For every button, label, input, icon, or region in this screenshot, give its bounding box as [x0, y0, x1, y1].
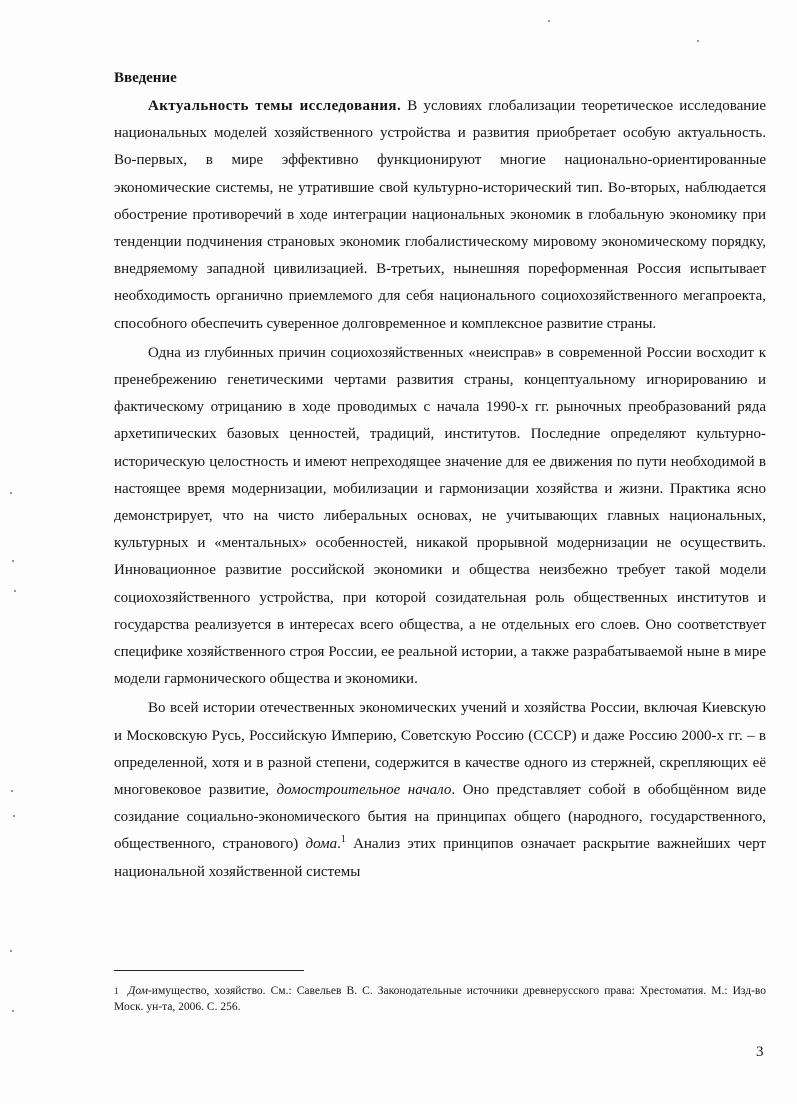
body-text: [114, 93, 766, 888]
emphasis-term: домостроительное начало: [276, 782, 452, 799]
paragraph-causes: [114, 340, 766, 694]
page-number: 3: [756, 1044, 764, 1060]
paragraph-text-before: Во всей истории отечественных экономических учений и хозяйства России, включая Киевскую и Московскую Русь, Российскую Империю, Советскую Россию (СССР) и даже Россию 2000-х гг. – в определенной, хотя и в разной степени, содержится в качестве одного из стержней, скрепляющих её многовековое развитие,: [114, 700, 766, 799]
footnote-term: Дом: [128, 985, 148, 997]
paragraph-text: В условиях глобализации теоретическое исследование национальных моделей хозяйственного устройства и развития приобретает особую актуальность. Во-первых, в мире эффективно функционируют многие национально-ориентированные экономические системы, не утратившие свой культурно-исторический тип. Во-вторых, наблюдается обострение противоречий в ходе интеграции национальных экономик в глобальную экономику при тенденции подчинения страновых экономик глобалистическому мировому экономическому порядку, внедряемому западной цивилизацией. В-третьих, нынешняя пореформенная Россия испытывает необходимость органично приемлемого для себя национального социохозяйственного мегапроекта, способного обеспечить суверенное долговременное и комплексное развитие страны.: [114, 98, 766, 332]
scan-speck: [11, 790, 13, 792]
paragraph-relevance: [114, 93, 766, 338]
paragraph-lead: Актуальность темы исследования.: [148, 98, 402, 114]
paragraph-text: Одна из глубинных причин социохозяйственных «неисправ» в современной России восходит к пренебрежению генетическими чертами развития страны, концептуальному игнорированию и фактическому отрицанию в ходе проводимых с начала 1990-х гг. рыночных преобразований ряда архетипических базовых ценностей, традиций, институтов. Последние определяют культурно-историческую целостность и имеют непреходящее значение для ее движения по пути необходимой в настоящее время модернизации, мобилизации и гармонизации хозяйства и жизни. Практика ясно демонстрирует, что на чисто либеральных основах, не учитывающих главных национальных, культурных и «ментальных» особенностей, никакой прорывной модернизации не осуществить. Инновационное развитие российской экономики и общества неизбежно требует такой модели социохозяйственного устройства, при которой созидательная роль общественных институтов и государства реализуется в интересах всего общества, а не отдельных его слоев. Оно соответствует специфике хозяйственного строя России, ее реальной истории, а также разрабатываемой ныне в мире модели гармонического общества и экономики.: [114, 344, 766, 688]
scan-speck: [10, 950, 12, 952]
footnote: [114, 983, 766, 1015]
footnote-divider: [114, 970, 304, 971]
paragraph-text-middle: . Оно представляет собой в обобщённом виде созидание социально-экономического бытия на принципах общего (народного, государственного, общественного, странового): [114, 782, 766, 853]
scan-speck: [548, 20, 550, 22]
scan-speck: [13, 815, 15, 817]
footnote-reference[interactable]: 1: [340, 834, 346, 846]
paragraph-text-after: Анализ этих принципов означает раскрытие важнейших черт национальной хозяйственной системы: [114, 836, 766, 880]
scan-speck: [10, 492, 12, 494]
scan-speck: [14, 590, 16, 592]
scan-speck: [697, 40, 699, 42]
emphasis-term: дома: [305, 836, 338, 853]
footnote-number: 1: [114, 986, 119, 996]
scan-speck: [12, 560, 14, 562]
section-heading: Введение: [114, 70, 177, 86]
paragraph-history: Во всей истории отечественных экономических учений и хозяйства России, включая Киевскую и Московскую Русь, Российскую Империю, Советскую Россию (СССР) и даже Россию 2000-х гг. – в определенной, хотя и в разной степени, содержится в качестве одного из стержней, скрепляющих её многовековое развитие, домостроительное начало. Оно представляет собой в обобщённом виде созидание социально-экономического бытия на принципах общего (народного, государственного, общественного, странового) дома.$^1$ Анализ этих принципов означает раскрытие важнейших черт национальной хозяйственной системы: [114, 700, 766, 880]
footnote-text: -имущество, хозяйство. См.: Савельев В. С. Законодательные источники древнерусского права: Хрестоматия. М.: Изд-во Моск. ун-та, 2006. С. 256.: [114, 985, 766, 1013]
scan-speck: [12, 1010, 14, 1012]
